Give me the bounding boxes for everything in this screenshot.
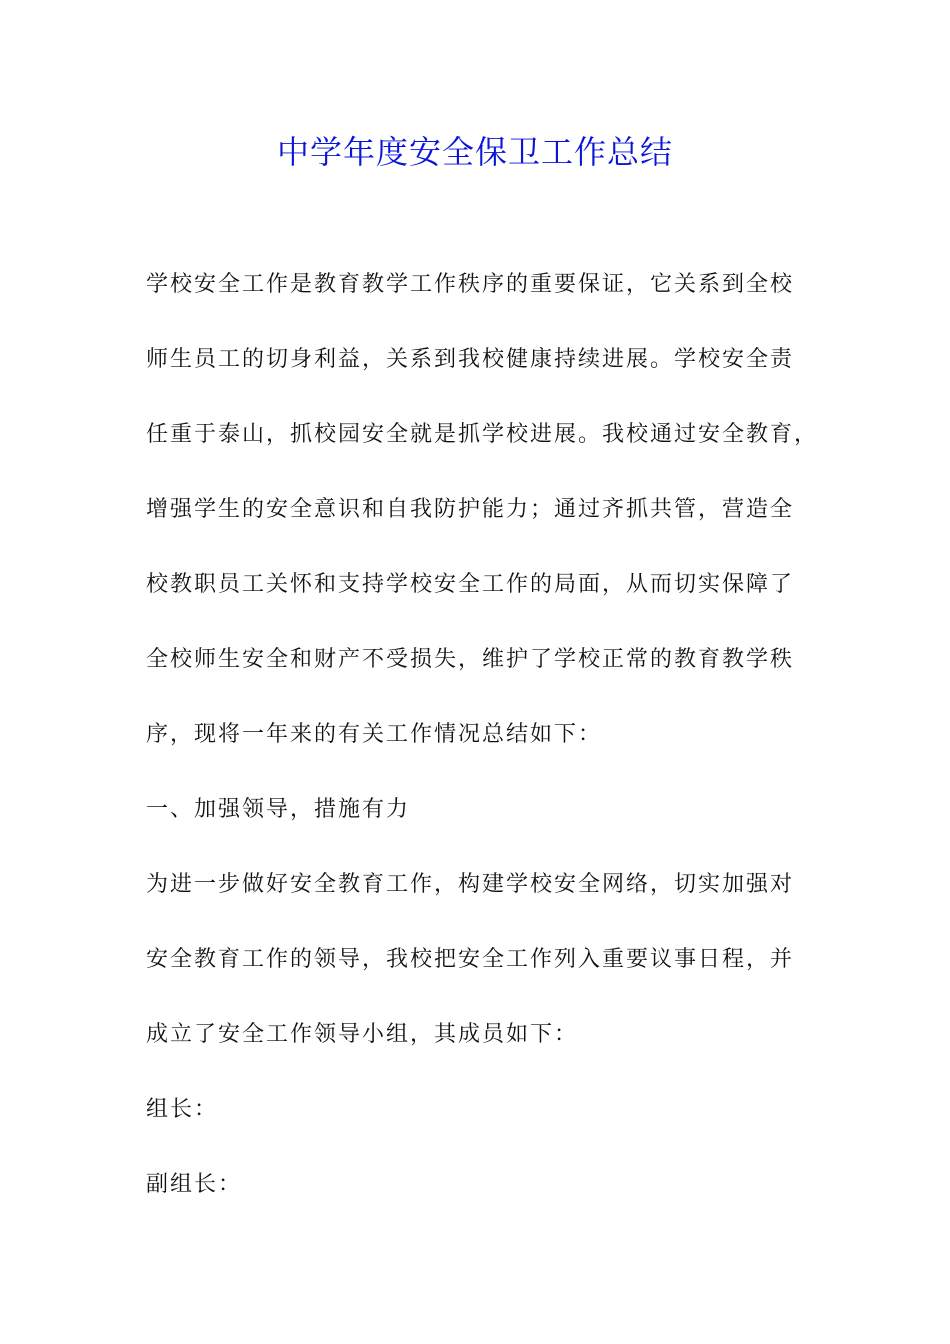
body-line: 序，现将一年来的有关工作情况总结如下：: [146, 722, 603, 747]
deputy-leader-label: 副组长：: [146, 1172, 243, 1197]
body-line: 师生员工的切身利益，关系到我校健康持续进展。学校安全责: [146, 347, 795, 372]
body-line: 校教职员工关怀和支持学校安全工作的局面，从而切实保障了: [146, 572, 795, 597]
group-leader-label: 组长：: [146, 1097, 219, 1122]
document-title: 中学年度安全保卫工作总结: [276, 133, 673, 171]
body-line: 任重于泰山，抓校园安全就是抓学校进展。我校通过安全教育，: [146, 422, 819, 447]
section-heading: 一、加强领导，措施有力: [146, 797, 411, 822]
body-line: 学校安全工作是教育教学工作秩序的重要保证，它关系到全校: [146, 272, 795, 297]
body-line: 为进一步做好安全教育工作，构建学校安全网络，切实加强对: [146, 872, 795, 897]
document-body: [146, 247, 819, 1222]
body-line: 成立了安全工作领导小组，其成员如下：: [146, 1022, 579, 1047]
body-line: 全校师生安全和财产不受损失，维护了学校正常的教育教学秩: [146, 647, 795, 672]
body-line: 增强学生的安全意识和自我防护能力；通过齐抓共管，营造全: [146, 497, 795, 522]
body-line: 安全教育工作的领导，我校把安全工作列入重要议事日程，并: [146, 947, 795, 972]
